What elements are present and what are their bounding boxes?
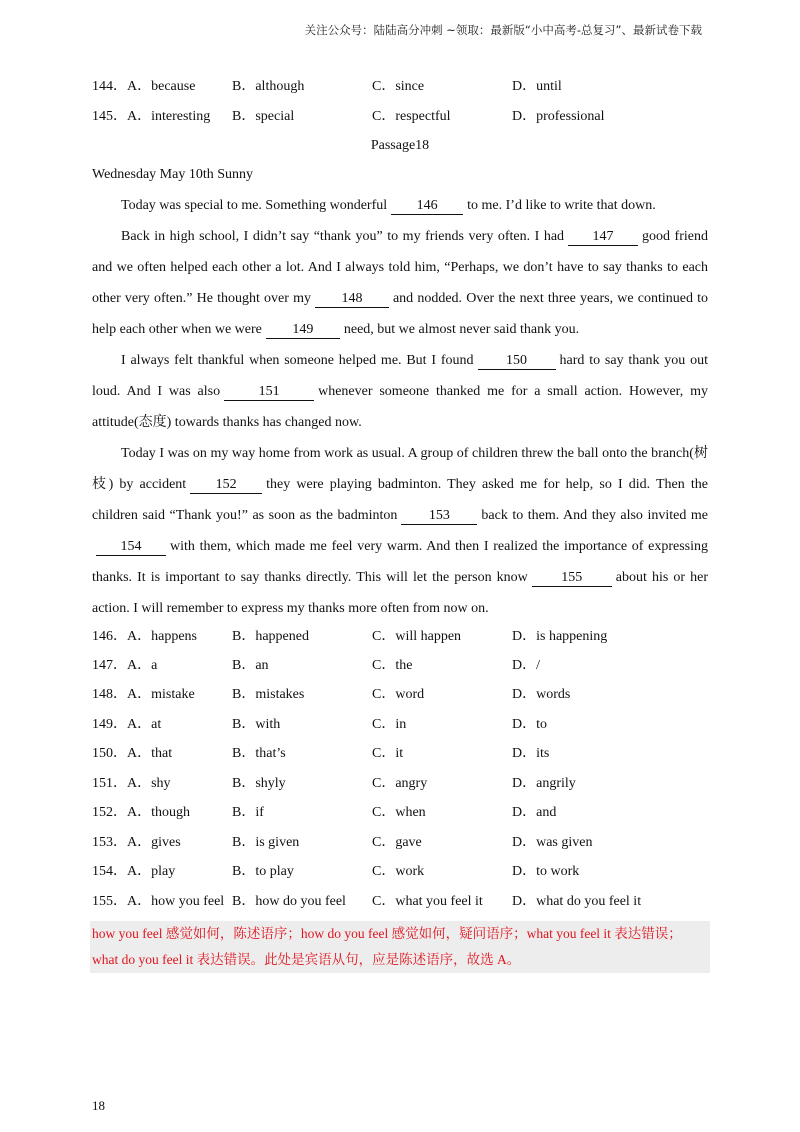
option-a: 144．A．because: [92, 79, 196, 94]
question-row: [0, 744, 800, 764]
paragraph: Today I was on my way home from work as usual. A group of children threw the ball onto the branch(树枝) by accident 152 they were playing badminton. They asked me for help, so I did. Then the children said “Thank you!” as soon as the badminton 153 back to them. And they also invited me154 with them, which made me feel very warm. And then I realized the importance of expressing thanks. It is important to say thanks directly. This will let the person know 155 about his or her action. I will remember to express my thanks more often from now on.: [92, 446, 708, 616]
option-c: C．work: [372, 864, 425, 879]
option-b: B．how do you feel: [232, 894, 346, 909]
question-row: [0, 862, 800, 882]
blank-155: 155: [532, 570, 612, 587]
option-d: D．its: [512, 746, 550, 761]
paragraph: Back in high school, I didn’t say “thank you” to my friends very often. I had 147 good friend and we often helped each other a lot. And I always told him, “Perhaps, we don’t have to say thanks to each other very often.” He thought over my 148 and nodded. Over the next three years, we continued to help each other when we were 149 need, but we almost never said thank you.: [92, 229, 708, 337]
passage-body: [92, 190, 708, 624]
blank-150: 150: [478, 353, 556, 370]
option-a: 152．A．though: [92, 805, 190, 820]
option-b: B．shyly: [232, 776, 286, 791]
question-row: [0, 107, 800, 127]
option-b: B．special: [232, 109, 295, 124]
option-b: B．to play: [232, 864, 294, 879]
blank-154: 154: [96, 539, 166, 556]
question-row: [0, 656, 800, 676]
question-row: [0, 803, 800, 823]
option-d: D．words: [512, 687, 571, 702]
blank-146: 146: [391, 198, 463, 215]
question-row: [0, 715, 800, 735]
option-d: D．/: [512, 658, 540, 673]
option-d: D．was given: [512, 835, 593, 850]
option-c: C．will happen: [372, 629, 462, 644]
option-a: 151．A．shy: [92, 776, 171, 791]
option-d: D．is happening: [512, 629, 608, 644]
option-d: D．angrily: [512, 776, 576, 791]
question-row: [0, 77, 800, 97]
option-d: D．to work: [512, 864, 580, 879]
option-c: C．respectful: [372, 109, 451, 124]
paragraph: Today was special to me. Something wonderful 146 to me. I’d like to write that down.: [121, 198, 656, 213]
paragraph: I always felt thankful when someone helped me. But I found 150 hard to say thank you out loud. And I was also 151 whenever someone thanked me for a small action. However, my attitude(态度) towards thanks has changed now.: [92, 353, 708, 430]
option-a: 150．A．that: [92, 746, 173, 761]
option-d: D．and: [512, 805, 557, 820]
explanation-line: how you feel 感觉如何，陈述语序；how do you feel 感觉如何，疑问语序；what you feel it 表达错误；: [92, 926, 682, 941]
option-b: B．happened: [232, 629, 309, 644]
option-c: C．word: [372, 687, 425, 702]
question-row: [0, 892, 800, 912]
page-header: 关注公众号：陆陆高分冲刺 ~领取：最新版“小中高考-总复习”、最新试卷下载: [304, 23, 702, 37]
option-c: C．gave: [372, 835, 422, 850]
question-row: [0, 833, 800, 853]
option-c: C．since: [372, 79, 425, 94]
question-row: [0, 627, 800, 647]
option-b: B．is given: [232, 835, 300, 850]
option-a: 149．A．at: [92, 717, 162, 732]
blank-148: 148: [315, 291, 389, 308]
passage-title: Passage18: [370, 138, 430, 153]
option-b: B．with: [232, 717, 281, 732]
option-c: C．the: [372, 658, 413, 673]
option-d: D．what do you feel it: [512, 894, 642, 909]
option-a: 154．A．play: [92, 864, 176, 879]
explanation-line: what do you feel it 表达错误。此处是宾语从句，应是陈述语序，故选 A。: [92, 952, 521, 967]
option-c: C．angry: [372, 776, 428, 791]
question-row: [0, 685, 800, 705]
option-b: B．mistakes: [232, 687, 305, 702]
option-c: C．when: [372, 805, 426, 820]
option-a: 153．A．gives: [92, 835, 181, 850]
option-c: C．in: [372, 717, 407, 732]
option-b: B．that’s: [232, 746, 286, 761]
answer-explanation: [90, 921, 710, 973]
option-d: D．to: [512, 717, 547, 732]
option-d: D．until: [512, 79, 562, 94]
option-a: 146．A．happens: [92, 629, 197, 644]
option-a: 148．A．mistake: [92, 687, 195, 702]
blank-147: 147: [568, 229, 638, 246]
blank-151: 151: [224, 384, 314, 401]
option-b: B．if: [232, 805, 264, 820]
option-a: 155．A．how you feel: [92, 894, 225, 909]
question-row: [0, 774, 800, 794]
blank-152: 152: [190, 477, 262, 494]
option-a: 145．A．interesting: [92, 109, 211, 124]
blank-153: 153: [401, 508, 477, 525]
option-a: 147．A．a: [92, 658, 158, 673]
option-c: C．what you feel it: [372, 894, 483, 909]
blank-149: 149: [266, 322, 340, 339]
option-b: B．although: [232, 79, 305, 94]
option-b: B．an: [232, 658, 269, 673]
option-c: C．it: [372, 746, 404, 761]
page-number: 18: [92, 1098, 105, 1113]
option-d: D．professional: [512, 109, 605, 124]
diary-date: Wednesday May 10th Sunny: [92, 167, 254, 182]
